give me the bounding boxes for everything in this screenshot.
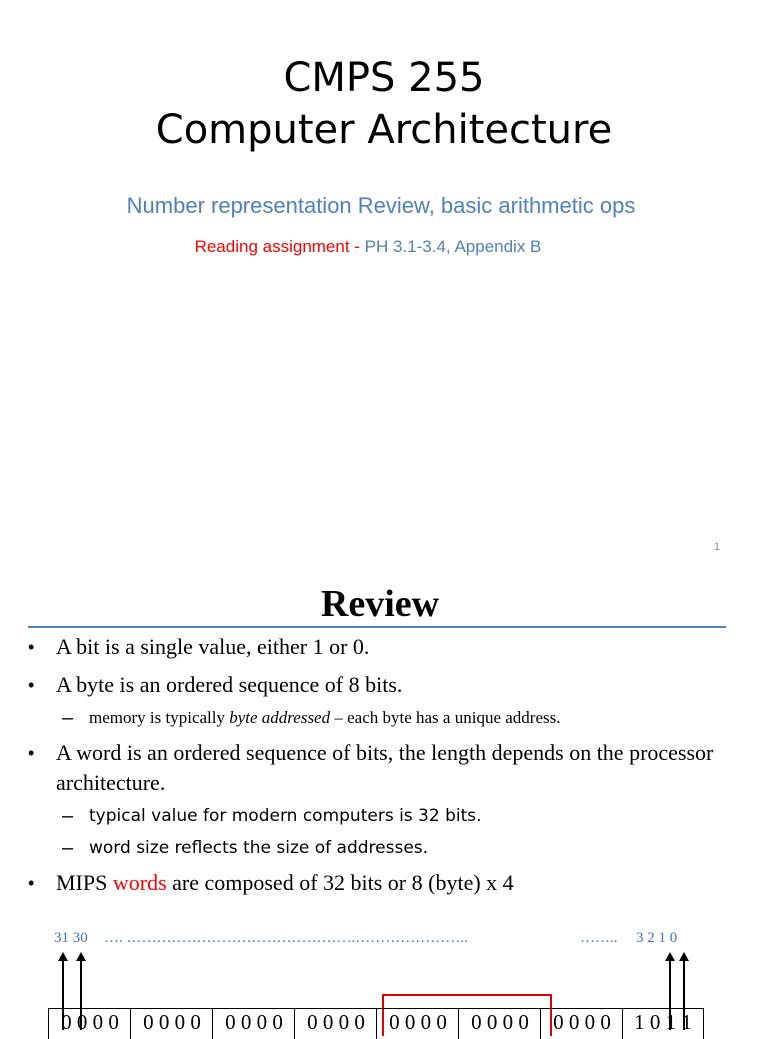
- text-pre: memory is typically: [89, 708, 230, 727]
- nibble-cell-last: 1 0 1 1: [622, 1009, 704, 1039]
- bullet-text: A byte is an ordered sequence of 8 bits.: [56, 672, 403, 697]
- nibble-cell: 0 0 0 0: [540, 1009, 623, 1039]
- subbullet-text: word size reflects the size of addresses.: [89, 838, 429, 858]
- slide-title-line1: CMPS 255: [283, 55, 485, 101]
- text-post: are composed of 32 bits or 8 (byte) x 4: [166, 870, 514, 895]
- reading-label: Reading assignment -: [194, 237, 365, 256]
- nibble-cell: 0 0 0 0: [212, 1009, 295, 1039]
- bullet-glyph: •: [28, 743, 35, 763]
- dash-glyph: –: [62, 805, 74, 827]
- nibble-cell: 0 0 0 0: [294, 1009, 377, 1039]
- bit-label-3-0: 3 2 1 0: [636, 930, 678, 946]
- text-pre: MIPS: [56, 870, 113, 895]
- bullet-glyph: •: [28, 675, 35, 695]
- slide-subtitle: Number representation Review, basic arithmetic ops: [126, 193, 636, 218]
- bullet-text: A bit is a single value, either 1 or 0.: [56, 634, 370, 659]
- bit-label-31-30: 31 30: [54, 930, 88, 946]
- bit-label-dots: …. ……………………………………….…………………..: [104, 930, 468, 946]
- page-number: 1: [713, 541, 720, 553]
- dash-glyph: –: [62, 707, 74, 729]
- title-divider: [28, 626, 726, 628]
- slide-title-line2: Computer Architecture: [155, 107, 613, 153]
- bit-label-dots-2: ……..: [580, 930, 618, 946]
- text-emphasis: byte addressed: [229, 708, 331, 727]
- subbullet-text: typical value for modern computers is 32 bits.: [89, 806, 482, 826]
- text-post: – each byte has a unique address.: [330, 708, 561, 727]
- reading-assignment: [0, 237, 736, 257]
- bullet-text: A word is an ordered sequence of bits, the length depends on the processor architecture.: [56, 740, 714, 795]
- bullet-glyph: •: [28, 637, 35, 657]
- nibble-cell: 0 0 0 0: [48, 1009, 131, 1039]
- nibble-cell: 0 0 0 0: [458, 1009, 541, 1039]
- words-highlight: words: [112, 870, 167, 895]
- slide-2: [0, 568, 768, 1034]
- nibble-cell: 0 0 0 0: [376, 1009, 459, 1039]
- bullet-glyph: •: [28, 873, 35, 893]
- review-title: Review: [320, 583, 440, 625]
- dash-glyph: –: [62, 837, 74, 859]
- reading-refs: PH 3.1-3.4, Appendix B: [364, 237, 542, 256]
- bit-index-labels: [0, 930, 768, 950]
- nibble-cell: 0 0 0 0: [130, 1009, 213, 1039]
